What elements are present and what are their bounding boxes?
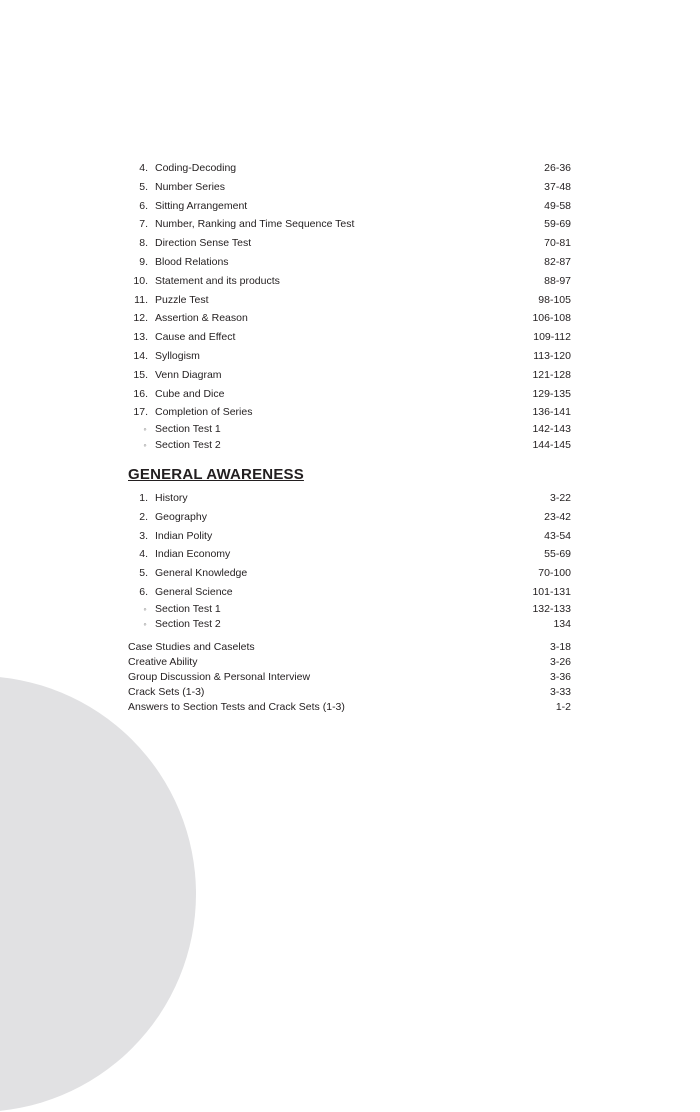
- toc-entry[interactable]: [128, 685, 571, 700]
- toc-entry-number: 11.: [134, 293, 148, 306]
- toc-entry[interactable]: [128, 347, 571, 366]
- toc-entry-number: 4.: [139, 548, 148, 561]
- toc-entry[interactable]: [128, 700, 571, 715]
- toc-entry-number: 5.: [139, 567, 148, 580]
- toc-entry-number: 6.: [139, 199, 148, 212]
- toc-entry-pages: 70-100: [538, 567, 571, 580]
- toc-entry[interactable]: [128, 253, 571, 272]
- toc-entry-pages: 101-131: [532, 585, 571, 598]
- toc-entry-pages: 113-120: [533, 349, 571, 362]
- toc-entry-title: Direction Sense Test: [155, 237, 252, 250]
- toc-entry-pages: 109-112: [533, 331, 571, 344]
- toc-entry-pages: 82-87: [544, 255, 571, 268]
- toc-general-awareness-list: [128, 489, 571, 633]
- toc-entry-pages: 129-135: [532, 387, 571, 400]
- toc-entry-title: Number Series: [155, 180, 226, 193]
- toc-reasoning-list: [128, 159, 571, 453]
- toc-entry-title: Venn Diagram: [155, 368, 222, 381]
- toc-entry[interactable]: [128, 583, 571, 602]
- toc-entry-number: 1.: [139, 492, 148, 504]
- toc-entry-number: 12.: [133, 312, 148, 325]
- toc-entry[interactable]: [128, 291, 571, 310]
- toc-entry-number: 4.: [139, 162, 148, 174]
- toc-entry[interactable]: [128, 640, 571, 655]
- toc-entry-number: 9.: [139, 255, 148, 268]
- toc-entry-title: Answers to Section Tests and Crack Sets (1-3): [128, 701, 345, 713]
- toc-entry-title: Puzzle Test: [155, 293, 209, 306]
- toc-entry-pages: 3-22: [549, 492, 571, 504]
- toc-entry-pages: 3-26: [549, 656, 571, 668]
- toc-entry-title: Geography: [155, 510, 207, 523]
- toc-section-test[interactable]: [128, 602, 571, 618]
- toc-entry-pages: 144-145: [532, 438, 571, 451]
- bullet-icon: [142, 422, 148, 438]
- toc-entry[interactable]: [128, 366, 571, 385]
- toc-entry-pages: 26-36: [544, 162, 571, 174]
- toc-entry[interactable]: [128, 508, 571, 527]
- toc-entry[interactable]: [128, 564, 571, 583]
- toc-entry[interactable]: [128, 527, 571, 546]
- toc-entry-title: General Science: [155, 585, 233, 598]
- toc-entry[interactable]: [128, 545, 571, 564]
- toc-entry-pages: 49-58: [544, 199, 571, 212]
- toc-entry-number: 17.: [133, 406, 148, 419]
- toc-entry-pages: 37-48: [544, 180, 571, 193]
- toc-entry-number: 7.: [139, 218, 148, 231]
- toc-entry-pages: 55-69: [544, 548, 571, 561]
- toc-entry-pages: 98-105: [538, 293, 571, 306]
- toc-entry-title: Sitting Arrangement: [155, 199, 248, 212]
- toc-entry[interactable]: [128, 178, 571, 197]
- toc-entry[interactable]: [128, 385, 571, 404]
- decorative-circle: [0, 676, 196, 1112]
- toc-entry[interactable]: [128, 197, 571, 216]
- toc-entry-pages: 88-97: [544, 274, 571, 287]
- toc-entry[interactable]: [128, 272, 571, 291]
- toc-entry-title: Section Test 2: [155, 618, 221, 631]
- toc-entry-number: 15.: [133, 368, 148, 381]
- toc-entry-title: Crack Sets (1-3): [128, 686, 205, 698]
- toc-entry[interactable]: [128, 655, 571, 670]
- toc-entry[interactable]: [128, 403, 571, 422]
- toc-entry[interactable]: [128, 215, 571, 234]
- toc-entry-pages: 1-2: [555, 701, 571, 713]
- toc-entry-pages: 136-141: [532, 406, 571, 419]
- toc-entry[interactable]: [128, 489, 571, 508]
- bullet-icon: [142, 617, 148, 633]
- toc-section-test[interactable]: [128, 422, 571, 438]
- toc-entry-title: Case Studies and Caselets: [128, 641, 255, 653]
- toc-entry-pages: 106-108: [532, 312, 571, 325]
- toc-entry-title: Group Discussion & Personal Interview: [128, 671, 311, 683]
- toc-section-test[interactable]: [128, 438, 571, 454]
- bullet-icon: [142, 602, 148, 618]
- toc-entry-number: 13.: [133, 331, 148, 344]
- toc-entry-title: Assertion & Reason: [155, 312, 248, 325]
- toc-entry-pages: 132-133: [532, 602, 571, 615]
- toc-other-sections: [128, 640, 571, 715]
- toc-entry-title: Indian Economy: [155, 548, 231, 561]
- toc-entry-title: Statement and its products: [155, 274, 280, 287]
- toc-entry-title: Coding-Decoding: [155, 162, 237, 174]
- toc-entry-pages: 3-36: [549, 671, 571, 683]
- toc-entry[interactable]: [128, 328, 571, 347]
- toc-entry-pages: 23-42: [544, 510, 571, 523]
- toc-entry-number: 6.: [139, 585, 148, 598]
- toc-entry-title: Blood Relations: [155, 255, 229, 268]
- toc-entry-title: General Knowledge: [155, 567, 248, 580]
- toc-entry-pages: 70-81: [544, 237, 571, 250]
- toc-entry-pages: 134: [553, 618, 571, 631]
- toc-entry-title: Section Test 1: [155, 602, 221, 615]
- toc-entry-title: Completion of Series: [155, 406, 253, 419]
- toc-entry-pages: 3-18: [549, 641, 571, 653]
- section-heading-general-awareness: GENERAL AWARENESS: [128, 466, 304, 483]
- toc-entry-title: Syllogism: [155, 349, 200, 362]
- toc-entry-title: Cause and Effect: [155, 331, 236, 344]
- toc-entry-pages: 43-54: [544, 529, 571, 542]
- toc-entry-title: Creative Ability: [128, 656, 198, 668]
- toc-entry[interactable]: [128, 670, 571, 685]
- toc-entry-pages: 3-33: [549, 686, 571, 698]
- toc-entry-number: 3.: [139, 529, 148, 542]
- toc-entry-number: 16.: [133, 387, 148, 400]
- toc-entry[interactable]: [128, 159, 571, 178]
- toc-entry-title: Section Test 2: [155, 438, 221, 451]
- toc-entry-pages: 142-143: [532, 423, 571, 436]
- toc-entry-title: Section Test 1: [155, 423, 221, 436]
- toc-entry-number: 8.: [139, 237, 148, 250]
- toc-entry-pages: 59-69: [544, 218, 571, 231]
- toc-entry-pages: 121-128: [532, 368, 571, 381]
- toc-entry[interactable]: [128, 234, 571, 253]
- toc-entry[interactable]: [128, 309, 571, 328]
- toc-entry-title: Cube and Dice: [155, 387, 225, 400]
- toc-section-test[interactable]: [128, 617, 571, 633]
- toc-entry-number: 2.: [139, 510, 148, 523]
- toc-entry-number: 14.: [133, 349, 148, 362]
- toc-entry-title: History: [155, 492, 188, 504]
- toc-entry-number: 5.: [139, 180, 148, 193]
- bullet-icon: [142, 438, 148, 454]
- toc-entry-title: Number, Ranking and Time Sequence Test: [155, 218, 355, 231]
- toc-entry-title: Indian Polity: [155, 529, 213, 542]
- toc-entry-number: 10.: [133, 274, 148, 287]
